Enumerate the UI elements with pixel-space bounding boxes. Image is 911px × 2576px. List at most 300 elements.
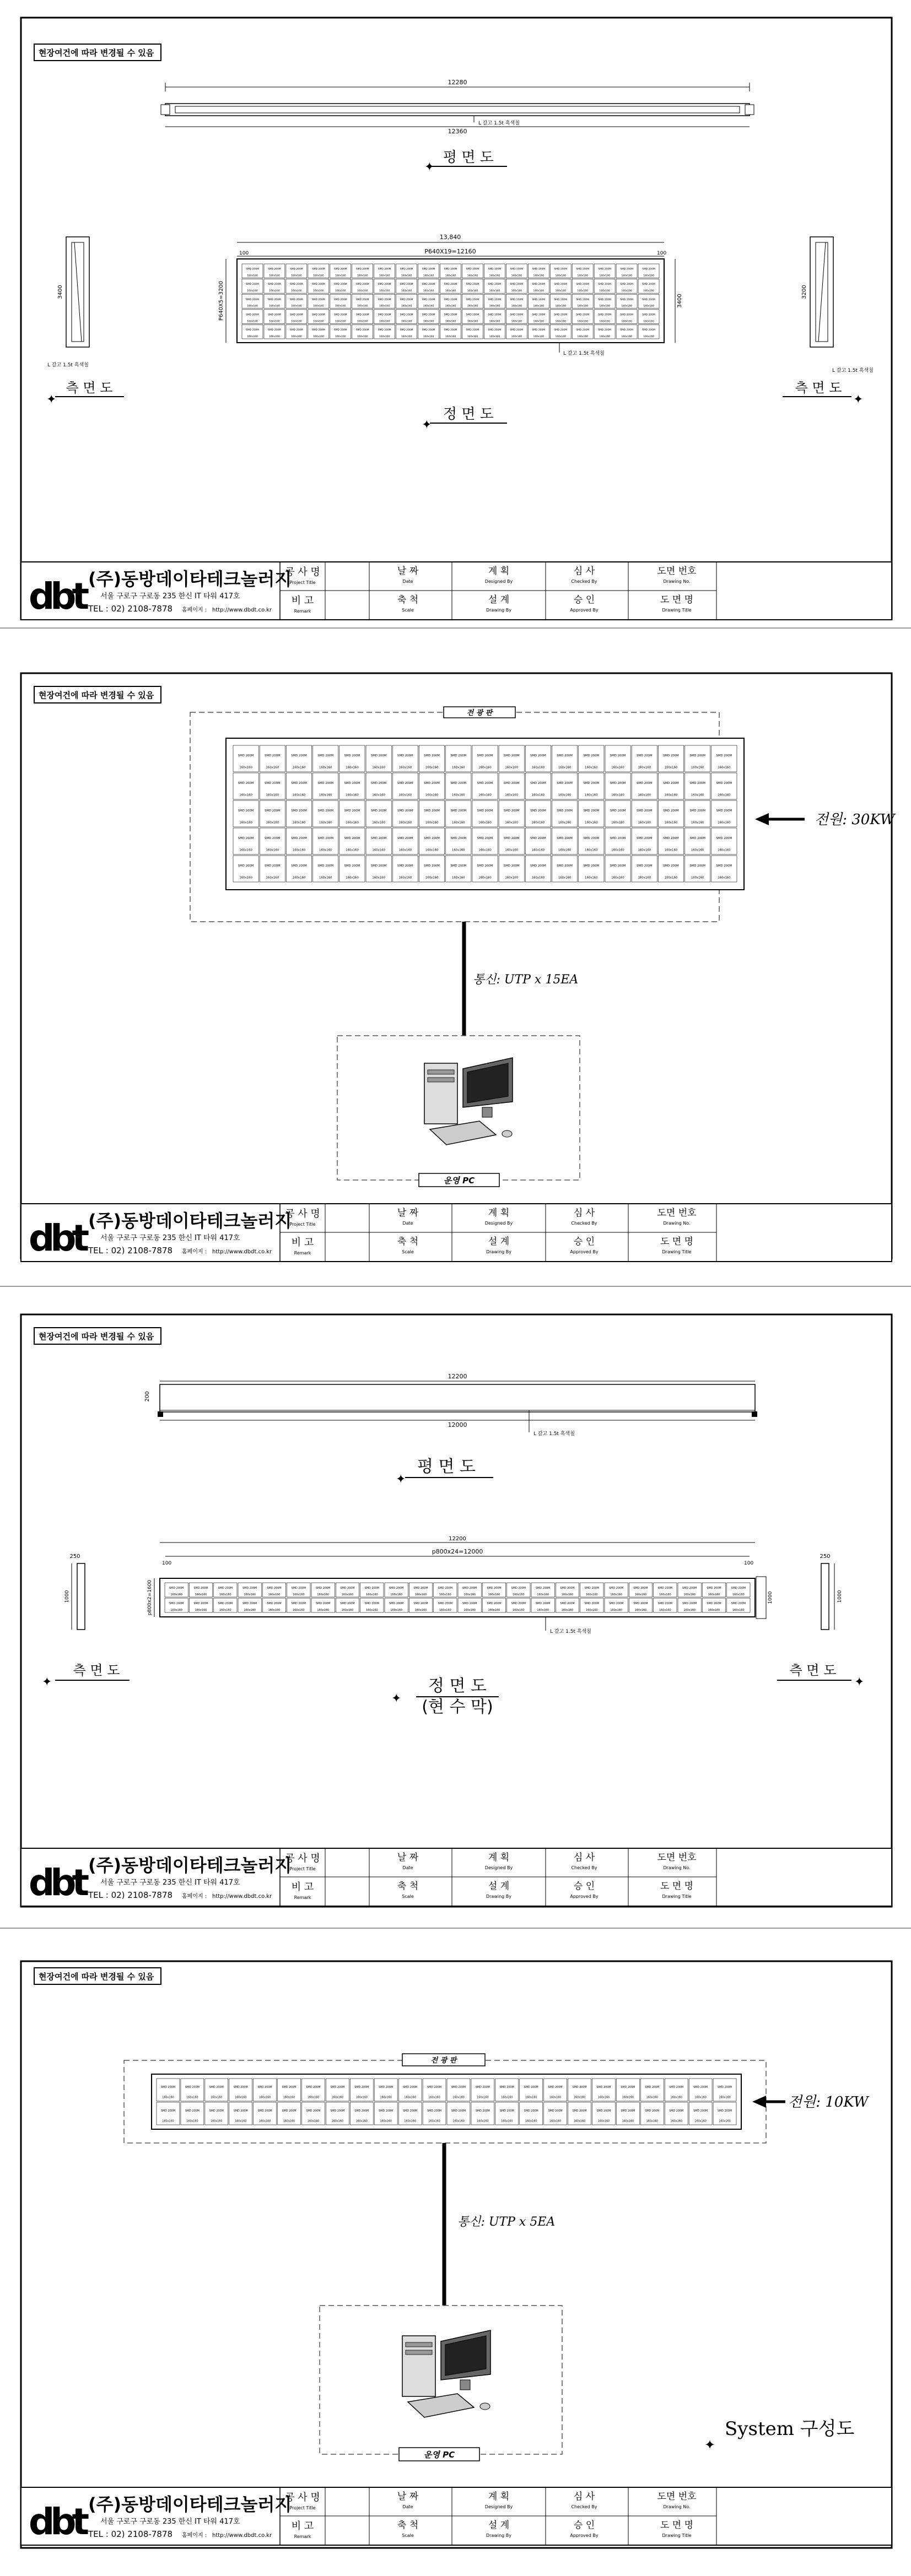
led-module bbox=[713, 2079, 736, 2101]
led-module-size: 160x160 bbox=[244, 1593, 256, 1597]
led-module bbox=[446, 828, 471, 854]
led-module-size: 160x160 bbox=[537, 1593, 549, 1597]
led-module-size: 160x160 bbox=[266, 793, 279, 797]
enclosure-label: 전 광 판 bbox=[430, 2057, 457, 2065]
tb-date: 날 짜 bbox=[397, 1208, 419, 1219]
led-module-size: 160x160 bbox=[398, 876, 412, 880]
tb-approved-en: Approved By bbox=[570, 1894, 599, 1899]
led-module bbox=[374, 264, 395, 278]
led-module-size: 160x160 bbox=[313, 290, 324, 293]
led-module-size: 160x160 bbox=[549, 2119, 562, 2123]
led-module-size: 160x160 bbox=[247, 274, 258, 278]
led-module-size: 160x160 bbox=[319, 876, 332, 880]
led-module-spec: SMD 200M bbox=[400, 283, 413, 286]
led-module-size: 160x160 bbox=[366, 1593, 378, 1597]
led-module-size: 160x160 bbox=[247, 305, 258, 308]
led-module-size: 160x160 bbox=[186, 2119, 198, 2123]
led-module-size: 160x160 bbox=[401, 335, 412, 338]
led-module-spec: SMD 200M bbox=[397, 837, 413, 840]
tb-date: 날 짜 bbox=[397, 1852, 419, 1863]
led-module bbox=[507, 1583, 530, 1597]
led-module-size: 160x160 bbox=[621, 305, 632, 308]
led-module-size: 160x160 bbox=[664, 766, 678, 770]
led-module-spec: SMD 200M bbox=[450, 864, 467, 868]
led-module-size: 160x160 bbox=[531, 793, 545, 797]
tb-drawing-no: 도면 번호 bbox=[657, 1208, 697, 1219]
tb-designed-en: Designed By bbox=[484, 579, 513, 584]
led-module bbox=[550, 324, 571, 339]
led-module-spec: SMD 200M bbox=[716, 754, 732, 757]
led-module-size: 160x160 bbox=[423, 320, 434, 323]
tb-drawing-by-en: Drawing By bbox=[486, 2533, 512, 2538]
led-module-spec: SMD 200M bbox=[317, 864, 334, 868]
led-module-size: 160x160 bbox=[170, 1608, 182, 1612]
tb-approved: 승 인 bbox=[573, 1881, 595, 1892]
arrow-head-icon bbox=[755, 813, 769, 825]
led-module-spec: SMD 200M bbox=[330, 2109, 345, 2113]
front-view-sublabel: (현 수 막) bbox=[422, 1697, 493, 1717]
led-module-size: 160x160 bbox=[638, 876, 651, 880]
led-module-spec: SMD 200M bbox=[291, 782, 307, 785]
led-module-spec: SMD 200M bbox=[707, 1586, 721, 1590]
led-module-size: 160x160 bbox=[489, 290, 500, 293]
led-module-size: 160x160 bbox=[445, 335, 456, 338]
led-module bbox=[579, 856, 604, 882]
led-module bbox=[419, 800, 444, 827]
led-module-size: 160x160 bbox=[586, 1593, 598, 1597]
company-name: (주)동방데이타테크놀러지 bbox=[88, 1855, 292, 1876]
led-module-spec: SMD 200M bbox=[510, 268, 524, 271]
led-module bbox=[366, 773, 391, 799]
led-module-size: 160x160 bbox=[599, 274, 610, 278]
led-module-spec: SMD 200M bbox=[378, 313, 391, 317]
dim-end: 100 bbox=[744, 1561, 754, 1566]
led-module-size: 160x160 bbox=[423, 335, 434, 338]
led-module-spec: SMD 200M bbox=[620, 283, 633, 286]
section-marker-icon: ✦ bbox=[42, 1675, 52, 1689]
led-module bbox=[471, 2079, 494, 2101]
led-module-size: 160x160 bbox=[398, 821, 412, 825]
led-module-spec: SMD 200M bbox=[557, 837, 573, 840]
led-module-spec: SMD 200M bbox=[609, 1586, 624, 1590]
led-module-spec: SMD 200M bbox=[450, 754, 467, 757]
led-module-size: 160x160 bbox=[691, 793, 704, 797]
material-note: L 갈고 1.5t 흑색칠 bbox=[832, 368, 874, 374]
led-module bbox=[484, 294, 505, 309]
led-module-spec: SMD 200M bbox=[532, 328, 546, 332]
led-module-size: 160x160 bbox=[664, 848, 678, 852]
led-module-size: 160x160 bbox=[561, 1608, 574, 1612]
led-module bbox=[286, 773, 311, 799]
led-module-spec: SMD 200M bbox=[344, 782, 360, 785]
tb-checked: 심 사 bbox=[573, 566, 595, 577]
led-module-size: 160x160 bbox=[357, 274, 368, 278]
led-module-size: 160x160 bbox=[478, 793, 492, 797]
led-module bbox=[638, 310, 659, 324]
led-module-spec: SMD 200M bbox=[548, 2109, 563, 2113]
led-module-size: 160x160 bbox=[346, 821, 359, 825]
tb-remark: 비 고 bbox=[291, 1237, 314, 1248]
led-module bbox=[264, 264, 285, 278]
led-module-size: 160x160 bbox=[423, 305, 434, 308]
led-module-size: 160x160 bbox=[445, 274, 456, 278]
led-module-size: 160x160 bbox=[452, 793, 465, 797]
tb-remark: 비 고 bbox=[291, 595, 314, 607]
company-tel: TEL : 02) 2108-7878 bbox=[88, 1246, 173, 1255]
led-module-spec: SMD 200M bbox=[413, 1601, 428, 1605]
led-module-spec: SMD 200M bbox=[355, 298, 369, 301]
led-module bbox=[418, 294, 439, 309]
led-module bbox=[165, 1598, 188, 1612]
led-module bbox=[339, 745, 365, 772]
led-module bbox=[506, 264, 527, 278]
led-module-size: 160x160 bbox=[425, 876, 439, 880]
led-module bbox=[374, 324, 395, 339]
led-module-size: 160x160 bbox=[611, 793, 624, 797]
led-module-spec: SMD 200M bbox=[532, 268, 546, 271]
led-module-spec: SMD 200M bbox=[427, 2109, 442, 2113]
tb-remark: 비 고 bbox=[291, 1881, 314, 1893]
led-module-size: 160x160 bbox=[269, 290, 280, 293]
tb-checked-en: Checked By bbox=[571, 1221, 597, 1226]
led-module bbox=[550, 310, 571, 324]
led-module bbox=[374, 294, 395, 309]
led-module-spec: SMD 200M bbox=[291, 809, 307, 813]
led-module-spec: SMD 200M bbox=[242, 1601, 257, 1605]
drive-bay-icon bbox=[406, 2342, 432, 2347]
led-module bbox=[189, 1598, 212, 1612]
led-module-size: 160x160 bbox=[366, 1608, 378, 1612]
led-module-size: 160x160 bbox=[585, 848, 598, 852]
led-module bbox=[472, 800, 498, 827]
led-module bbox=[330, 279, 351, 294]
led-module-spec: SMD 200M bbox=[378, 298, 391, 301]
led-module-spec: SMD 200M bbox=[636, 864, 653, 868]
led-module bbox=[658, 828, 683, 854]
mouse-icon bbox=[502, 1130, 512, 1137]
led-module-size: 160x160 bbox=[643, 274, 654, 278]
led-module-size: 160x160 bbox=[622, 2096, 634, 2099]
led-module-spec: SMD 200M bbox=[290, 268, 303, 271]
led-module bbox=[330, 264, 351, 278]
led-module-spec: SMD 200M bbox=[291, 837, 307, 840]
led-module bbox=[181, 2079, 204, 2101]
led-module-size: 160x160 bbox=[718, 876, 731, 880]
pc-label: 운영 PC bbox=[423, 2450, 455, 2460]
led-module-size: 160x160 bbox=[398, 793, 412, 797]
led-module-spec: SMD 200M bbox=[583, 754, 600, 757]
led-module-size: 160x160 bbox=[577, 305, 588, 308]
led-module-spec: SMD 200M bbox=[450, 782, 467, 785]
led-module-spec: SMD 200M bbox=[682, 1601, 697, 1605]
led-module bbox=[419, 856, 444, 882]
led-module-spec: SMD 200M bbox=[669, 2109, 684, 2113]
led-module bbox=[214, 1598, 237, 1612]
led-module bbox=[260, 745, 285, 772]
led-module-size: 160x160 bbox=[390, 1593, 402, 1597]
led-module-size: 160x160 bbox=[319, 793, 332, 797]
led-module-spec: SMD 200M bbox=[397, 864, 413, 868]
led-module bbox=[286, 294, 307, 309]
led-module bbox=[423, 2102, 446, 2125]
arrow-head-icon bbox=[752, 2096, 766, 2108]
tb-drawing-by-en: Drawing By bbox=[486, 1894, 512, 1899]
led-module bbox=[472, 828, 498, 854]
led-module bbox=[165, 1583, 188, 1597]
led-module-spec: SMD 200M bbox=[663, 754, 679, 757]
title-block bbox=[21, 562, 892, 620]
led-module-spec: SMD 200M bbox=[689, 809, 706, 813]
led-module-spec: SMD 200M bbox=[451, 2086, 466, 2090]
led-module bbox=[409, 1598, 432, 1612]
led-module-spec: SMD 200M bbox=[621, 2109, 635, 2113]
led-module-spec: SMD 200M bbox=[370, 809, 387, 813]
led-module bbox=[254, 2079, 277, 2101]
led-module-spec: SMD 200M bbox=[477, 837, 493, 840]
company-logo: dbt bbox=[29, 1861, 85, 1904]
tb-scale-en: Scale bbox=[402, 1894, 414, 1899]
dim-front-side: P640X5=3200 bbox=[218, 280, 224, 321]
led-module-size: 160x160 bbox=[219, 1593, 231, 1597]
led-module-size: 160x160 bbox=[577, 290, 588, 293]
drive-bay-icon bbox=[428, 1078, 454, 1082]
led-module-size: 160x160 bbox=[558, 848, 572, 852]
led-module-size: 160x160 bbox=[291, 335, 302, 338]
led-module-spec: SMD 200M bbox=[477, 754, 493, 757]
led-module-spec: SMD 200M bbox=[610, 754, 626, 757]
tb-drawing-no: 도면 번호 bbox=[657, 1852, 697, 1863]
tb-drawing-title: 도 면 명 bbox=[660, 2520, 694, 2531]
led-module-size: 160x160 bbox=[307, 2119, 320, 2123]
led-module-size: 160x160 bbox=[621, 320, 632, 323]
led-module bbox=[330, 310, 351, 324]
led-module bbox=[458, 1598, 481, 1612]
tb-drawing-title-en: Drawing Title bbox=[662, 608, 692, 613]
led-module-spec: SMD 200M bbox=[422, 313, 435, 317]
led-module bbox=[313, 773, 338, 799]
led-module-size: 160x160 bbox=[372, 793, 385, 797]
led-module-size: 160x160 bbox=[269, 335, 280, 338]
led-module-spec: SMD 200M bbox=[663, 837, 679, 840]
led-module-size: 160x160 bbox=[291, 305, 302, 308]
led-module bbox=[616, 279, 637, 294]
plan-view bbox=[144, 1373, 757, 1486]
led-module-size: 160x160 bbox=[335, 305, 346, 308]
led-module-spec: SMD 200M bbox=[451, 2109, 466, 2113]
led-module bbox=[520, 2079, 543, 2101]
led-module-spec: SMD 200M bbox=[466, 283, 479, 286]
led-module-spec: SMD 200M bbox=[424, 809, 440, 813]
led-module bbox=[689, 2079, 712, 2101]
dim-side-depth: 250 bbox=[820, 1554, 831, 1560]
section-marker-icon: ✦ bbox=[46, 393, 57, 407]
led-module-spec: SMD 200M bbox=[311, 328, 325, 332]
tb-remark-en: Remark bbox=[294, 1251, 311, 1255]
led-module bbox=[638, 294, 659, 309]
led-module bbox=[360, 1598, 384, 1612]
comm-label: 통신: UTP x 15EA bbox=[473, 973, 579, 987]
led-module bbox=[311, 1583, 335, 1597]
led-module bbox=[205, 2102, 228, 2125]
led-module bbox=[366, 828, 391, 854]
led-module-spec: SMD 200M bbox=[268, 268, 281, 271]
led-module bbox=[727, 1583, 750, 1597]
led-module bbox=[579, 745, 604, 772]
led-module bbox=[482, 1598, 505, 1612]
led-module-spec: SMD 200M bbox=[169, 1601, 184, 1605]
dim-side-inner: 3200 bbox=[801, 285, 807, 299]
led-module-size: 160x160 bbox=[313, 305, 324, 308]
led-module-size: 160x160 bbox=[269, 274, 280, 278]
led-module bbox=[419, 828, 444, 854]
led-module bbox=[499, 745, 524, 772]
led-module bbox=[396, 264, 417, 278]
led-module-spec: SMD 200M bbox=[403, 2086, 418, 2090]
led-module-spec: SMD 200M bbox=[488, 298, 502, 301]
led-module bbox=[286, 856, 311, 882]
led-module-spec: SMD 200M bbox=[487, 1586, 502, 1590]
led-module-spec: SMD 200M bbox=[689, 837, 706, 840]
led-module-spec: SMD 200M bbox=[378, 283, 391, 286]
led-module-spec: SMD 200M bbox=[291, 1586, 306, 1590]
led-module bbox=[568, 2102, 591, 2125]
led-module-spec: SMD 200M bbox=[378, 328, 391, 332]
led-module bbox=[440, 310, 461, 324]
led-module-size: 160x160 bbox=[239, 766, 252, 770]
led-module-spec: SMD 200M bbox=[633, 1586, 648, 1590]
led-module bbox=[308, 264, 329, 278]
led-module-spec: SMD 200M bbox=[530, 754, 546, 757]
led-module bbox=[313, 856, 338, 882]
led-module bbox=[632, 745, 657, 772]
led-module-size: 160x160 bbox=[664, 793, 678, 797]
tb-checked: 심 사 bbox=[573, 1852, 595, 1863]
led-module-size: 160x160 bbox=[319, 766, 332, 770]
led-module bbox=[264, 279, 285, 294]
led-module-spec: SMD 200M bbox=[238, 864, 254, 868]
led-module bbox=[616, 2102, 639, 2125]
led-module-spec: SMD 200M bbox=[598, 328, 611, 332]
led-module-size: 160x160 bbox=[501, 2096, 513, 2099]
led-module-size: 160x160 bbox=[317, 1593, 329, 1597]
led-module-size: 160x160 bbox=[533, 320, 545, 323]
led-module bbox=[440, 294, 461, 309]
company-homepage-label: 홈페이지 : bbox=[182, 1249, 207, 1255]
led-module-size: 160x160 bbox=[428, 2119, 440, 2123]
led-module bbox=[685, 745, 710, 772]
led-module-spec: SMD 200M bbox=[364, 1586, 379, 1590]
tb-drawing-title: 도 면 명 bbox=[660, 594, 694, 605]
material-note: L 갈고 1.5t 흑색칠 bbox=[563, 351, 605, 356]
led-module-size: 160x160 bbox=[691, 766, 704, 770]
tb-drawing-by: 설 계 bbox=[488, 1236, 510, 1247]
led-module-size: 160x160 bbox=[355, 2096, 368, 2099]
led-module bbox=[396, 310, 417, 324]
led-module-spec: SMD 200M bbox=[424, 754, 440, 757]
led-module-size: 160x160 bbox=[335, 290, 346, 293]
tb-approved-en: Approved By bbox=[570, 608, 599, 613]
led-module-size: 160x160 bbox=[511, 290, 522, 293]
led-module-size: 160x160 bbox=[170, 1593, 182, 1597]
led-module-size: 160x160 bbox=[244, 1608, 256, 1612]
led-module-spec: SMD 200M bbox=[554, 328, 568, 332]
led-module-spec: SMD 200M bbox=[264, 809, 281, 813]
led-module-size: 160x160 bbox=[335, 274, 346, 278]
led-module bbox=[385, 1583, 408, 1597]
led-module-spec: SMD 200M bbox=[290, 283, 303, 286]
led-module bbox=[632, 828, 657, 854]
led-module bbox=[552, 856, 578, 882]
led-module-size: 160x160 bbox=[379, 274, 390, 278]
led-module-size: 160x160 bbox=[511, 335, 522, 338]
led-module-size: 160x160 bbox=[489, 320, 500, 323]
tb-drawing-by: 설 계 bbox=[488, 594, 510, 605]
led-module-spec: SMD 200M bbox=[370, 837, 387, 840]
led-module-spec: SMD 200M bbox=[524, 2086, 538, 2090]
led-module bbox=[594, 279, 615, 294]
tb-project-title-en: Project Title bbox=[289, 2505, 316, 2510]
tb-scale: 축 척 bbox=[397, 594, 419, 605]
led-module bbox=[308, 279, 329, 294]
led-module bbox=[260, 856, 285, 882]
led-module-size: 160x160 bbox=[425, 766, 439, 770]
led-module-spec: SMD 200M bbox=[462, 1601, 477, 1605]
led-module-spec: SMD 200M bbox=[689, 782, 706, 785]
led-module-size: 160x160 bbox=[531, 766, 545, 770]
led-module bbox=[552, 800, 578, 827]
led-module bbox=[398, 2102, 422, 2125]
led-module bbox=[552, 828, 578, 854]
note-text: 현장여건에 따라 변경될 수 있음 bbox=[39, 48, 154, 58]
led-module-size: 160x160 bbox=[266, 766, 279, 770]
led-module bbox=[330, 294, 351, 309]
led-module-size: 160x160 bbox=[313, 274, 324, 278]
led-module bbox=[330, 324, 351, 339]
tb-remark-en: Remark bbox=[294, 2534, 311, 2539]
company-address: 서울 구로구 구로동 235 한신 IT 타워 417호 bbox=[100, 1879, 240, 1887]
led-module bbox=[352, 310, 373, 324]
led-module-size: 160x160 bbox=[258, 2096, 271, 2099]
led-module-spec: SMD 200M bbox=[530, 782, 546, 785]
led-module-spec: SMD 200M bbox=[560, 1586, 575, 1590]
led-module-spec: SMD 200M bbox=[397, 809, 413, 813]
led-module bbox=[528, 279, 549, 294]
led-module bbox=[214, 1583, 237, 1597]
led-module-spec: SMD 200M bbox=[532, 283, 546, 286]
led-module-spec: SMD 200M bbox=[264, 837, 281, 840]
led-module bbox=[462, 324, 483, 339]
led-module-size: 160x160 bbox=[659, 1593, 671, 1597]
led-module bbox=[336, 1598, 359, 1612]
led-module-size: 160x160 bbox=[390, 1608, 402, 1612]
dim-front-height: p800x2=1600 bbox=[147, 1579, 153, 1616]
led-module-spec: SMD 200M bbox=[532, 313, 546, 317]
led-module-spec: SMD 200M bbox=[557, 809, 573, 813]
led-module bbox=[392, 800, 418, 827]
led-module-size: 160x160 bbox=[732, 1593, 745, 1597]
led-module-spec: SMD 200M bbox=[462, 1586, 477, 1590]
led-module-size: 160x160 bbox=[638, 821, 651, 825]
led-module-size: 160x160 bbox=[313, 335, 324, 338]
led-module-spec: SMD 200M bbox=[693, 2086, 708, 2090]
system-diagram-label: System 구성도 bbox=[725, 2418, 855, 2440]
led-module-spec: SMD 200M bbox=[466, 268, 479, 271]
led-module-size: 160x160 bbox=[511, 320, 522, 323]
led-module-spec: SMD 200M bbox=[536, 1601, 551, 1605]
led-module-size: 160x160 bbox=[537, 1608, 549, 1612]
led-module bbox=[339, 773, 365, 799]
section-marker-icon: ✦ bbox=[853, 393, 864, 407]
